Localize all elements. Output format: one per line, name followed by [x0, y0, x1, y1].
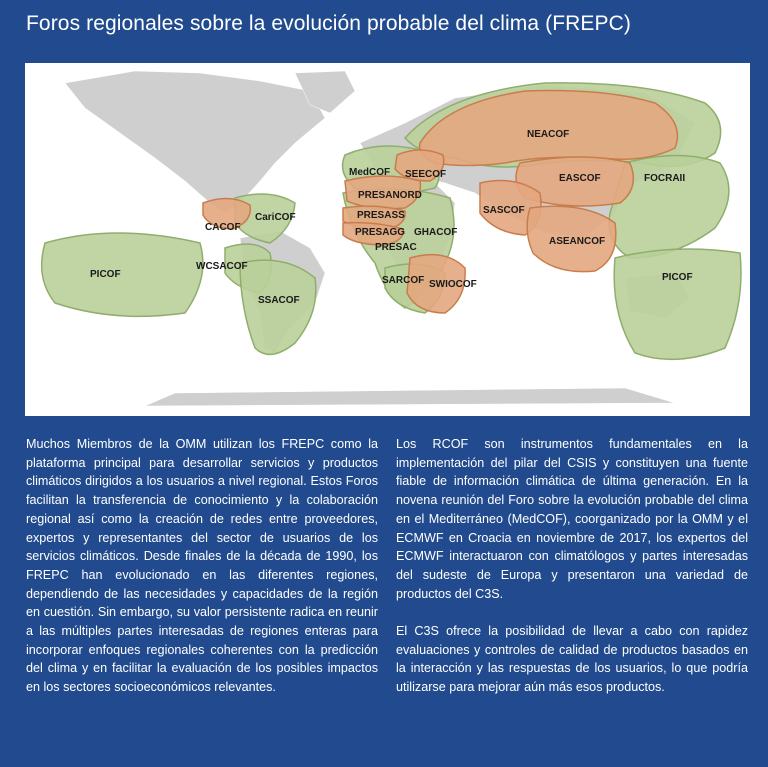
land-north-america — [65, 71, 325, 213]
label-sascof: SASCOF — [483, 205, 525, 216]
region-pacific-east — [614, 249, 741, 359]
label-seecof: SEECOF — [405, 169, 447, 180]
label-picof-east: PICOF — [662, 272, 693, 283]
region-pacific-west — [42, 233, 203, 316]
label-ghacof: GHACOF — [414, 227, 458, 238]
world-map-graphic — [25, 63, 750, 416]
right-column — [396, 435, 748, 716]
label-cacof: CACOF — [205, 222, 241, 233]
label-presanord: PRESANORD — [358, 190, 422, 201]
label-presac: PRESAC — [375, 242, 417, 253]
left-column — [26, 435, 378, 716]
left-paragraph: Muchos Miembros de la OMM utilizan los FREPC como la plataforma principal para desarrollar servicios y productos climáticos dirigidos a los usuarios a nivel regional. Estos Foros facilitan la transferencia de conocimiento y la colaboración regional así como la creación de redes entre proveedores, expertos y representantes del sector de usuarios de los servicios climáticos. Desde finales de la década de 1990, los FREPC han evolucionado en las diferentes regiones, dependiendo de las necesidades y capacidades de la región en cuestión. Sin embargo, su valor persistente radica en reunir a las múltiples partes interesadas de regiones enteras para incorporar enfoques regionales coherentes con la predicción del clima y en facilitar la evaluación de los posibles impactos en los sectores socioeconómicos relevantes. — [26, 437, 378, 695]
label-sarcof: SARCOF — [382, 275, 425, 286]
label-wcsacof: WCSACOF — [196, 261, 248, 272]
land-antarctica — [145, 388, 675, 406]
label-presagg: PRESAGG — [355, 227, 406, 238]
page-title: Foros regionales sobre la evolución probable del clima (FREPC) — [26, 12, 631, 35]
label-picof-west: PICOF — [90, 269, 121, 280]
label-swiocof: SWIOCOF — [429, 279, 477, 290]
right-paragraph-2: El C3S ofrece la posibilidad de llevar a cabo con rapidez evaluaciones y controles de calidad de productos basados en la interacción y las respuestas de los usuarios, lo que podría utilizarse para mejorar aún más esos productos. — [396, 624, 748, 695]
label-ssacof: SSACOF — [258, 295, 300, 306]
right-paragraph-1: Los RCOF son instrumentos fundamentales en la implementación del pilar del CSIS y constituyen una fuente fiable de información climática de última generación. En la novena reunión del Foro sobre la evolución probable del clima en el Mediterráneo (MedCOF), coorganizado por la OMM y el ECMWF en Croacia en noviembre de 2017, los expertos del ECMWF interactuaron con climatólogos y partes interesadas del sudeste de Europa y presentaron una variedad de productos del C3S. — [396, 437, 748, 601]
label-medcof: MedCOF — [349, 167, 391, 178]
label-caricof: CariCOF — [255, 212, 296, 223]
label-presass: PRESASS — [357, 210, 405, 221]
region-ssacof — [240, 260, 316, 354]
label-focrail: FOCRAII — [644, 173, 686, 184]
label-neacof: NEACOF — [527, 129, 570, 140]
rcof-world-map — [25, 63, 750, 416]
label-eascof: EASCOF — [559, 173, 601, 184]
label-aseancof: ASEANCOF — [549, 236, 606, 247]
